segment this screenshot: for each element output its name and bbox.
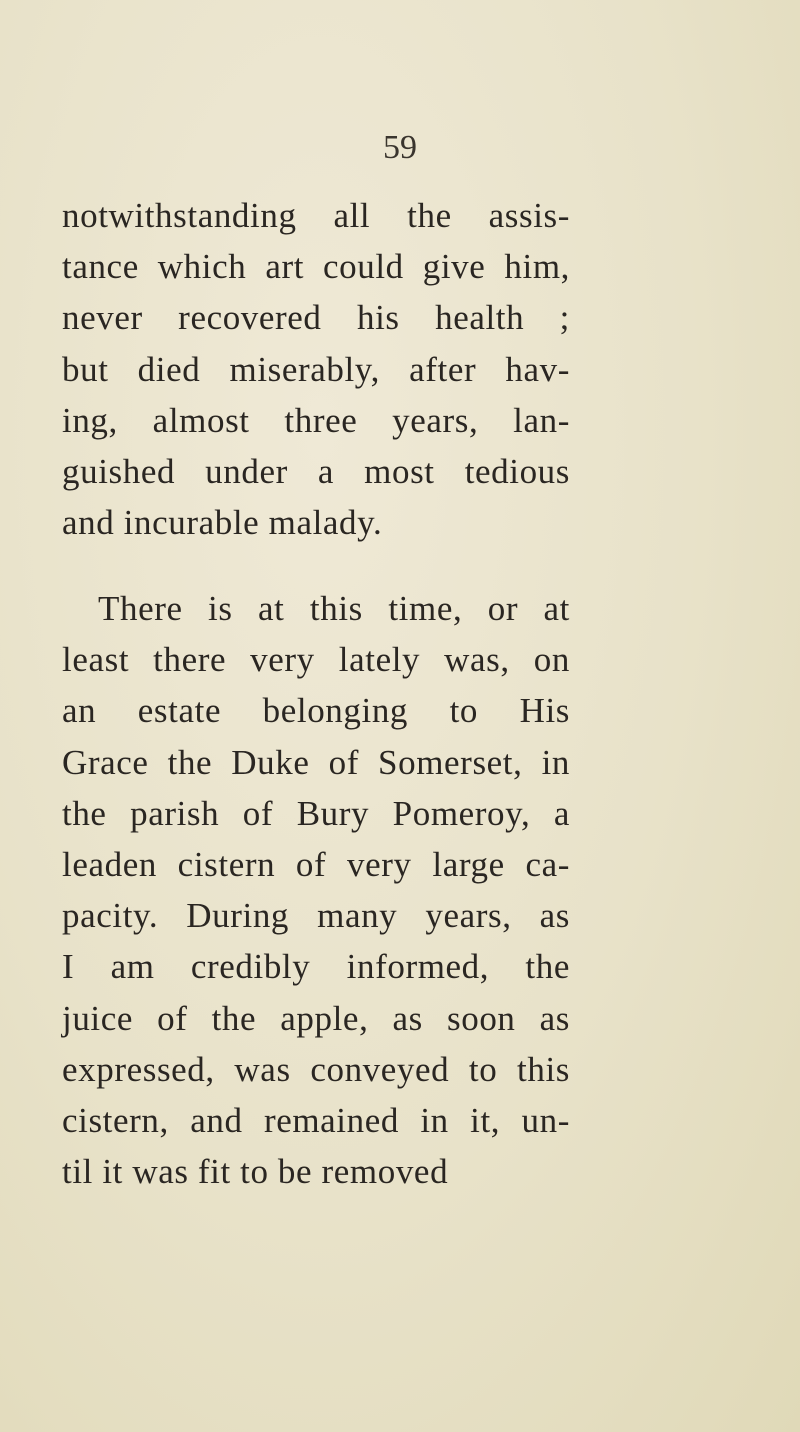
text-line: expressed, was conveyed to this (62, 1049, 570, 1089)
text-line: ing, almost three years, lan- (62, 400, 570, 440)
text-line: and incurable malady. (62, 503, 383, 543)
text-line: never recovered his health ; (62, 298, 570, 338)
paragraph-2 (62, 583, 570, 1197)
page-number: 59 (383, 129, 417, 166)
text-line: There is at this time, or at (98, 589, 570, 628)
text-line: but died miserably, after hav- (62, 349, 570, 389)
text-line: guished under a most tedious (62, 451, 570, 491)
text-line: leaden cistern of very large ca- (62, 844, 570, 884)
text-line: an estate belonging to His (62, 691, 570, 731)
text-line: notwithstanding all the assis- (62, 196, 570, 235)
text-line: pacity. During many years, as (62, 896, 570, 936)
text-line: Grace the Duke of Somerset, in (62, 742, 570, 782)
text-line: I am credibly informed, the (62, 947, 570, 987)
paragraph-1 (62, 190, 570, 548)
text-line: least there very lately was, on (62, 640, 570, 680)
text-line: tance which art could give him, (62, 247, 570, 287)
text-line: cistern, and remained in it, un- (62, 1100, 570, 1140)
text-line: juice of the apple, as soon as (62, 998, 570, 1038)
text-line: the parish of Bury Pomeroy, a (62, 793, 570, 833)
text-line: til it was fit to be removed (62, 1152, 449, 1192)
